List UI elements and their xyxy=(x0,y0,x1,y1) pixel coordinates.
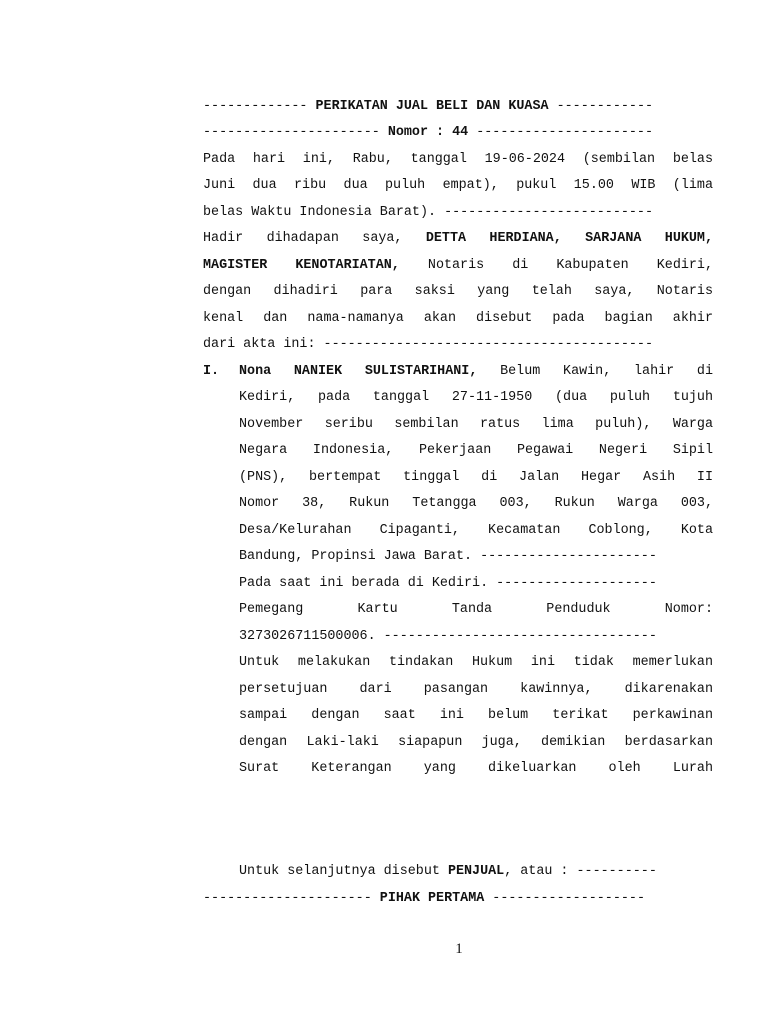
party-line-13: persetujuan dari pasangan kawinnya, dikarenakan xyxy=(239,682,713,697)
party-line-15: dengan Laki-laki siapapun juga, demikian berdasarkan xyxy=(239,735,713,750)
dash-rule: ------------ xyxy=(548,99,654,114)
party-line-14: sampai dengan saat ini belum terikat perkawinan xyxy=(239,708,713,723)
opening-line-1: Pada hari ini, Rabu, tanggal 19-06-2024 (sembilan belas xyxy=(203,152,713,167)
party-line-6: Nomor 38, Rukun Tetangga 003, Rukun Warga 003, xyxy=(239,496,713,511)
dash-rule: ---------------------- xyxy=(203,125,388,140)
appearance-line-4: kenal dan nama-namanya akan disebut pada bagian akhir xyxy=(203,311,713,326)
party-line-9: Pada saat ini berada di Kediri. -------------------- xyxy=(239,576,657,591)
deed-number: Nomor : 44 xyxy=(387,125,469,140)
notary-title: MAGISTER KENOTARIATAN, xyxy=(203,258,400,273)
deed-number-line xyxy=(203,123,713,143)
document-title-line xyxy=(203,97,713,117)
dash-rule: ------------------- xyxy=(484,891,645,906)
role-first-party: PIHAK PERTAMA xyxy=(379,891,485,906)
page-number: 1 xyxy=(455,941,463,957)
closing-line-2 xyxy=(203,889,713,909)
closing-line-1: Untuk selanjutnya disebut PENJUAL, atau : ---------- xyxy=(239,864,657,879)
dash-rule: --------------------- xyxy=(203,891,380,906)
party-name: Nona NANIEK SULISTARIHANI, xyxy=(239,364,478,379)
appearance-line-2: MAGISTER KENOTARIATAN, Notaris di Kabupaten Kediri, xyxy=(203,258,713,273)
party-numeral: I. xyxy=(203,364,220,379)
appearance-line-1: Hadir dihadapan saya, DETTA HERDIANA, SARJANA HUKUM, xyxy=(203,231,713,246)
dash-rule: ------------- xyxy=(203,99,316,114)
appearance-line-3: dengan dihadiri para saksi yang telah saya, Notaris xyxy=(203,284,713,299)
opening-line-3: belas Waktu Indonesia Barat). -------------------------- xyxy=(203,205,653,220)
dash-rule: ---------------------- xyxy=(468,125,654,140)
party-line-16: Surat Keterangan yang dikeluarkan oleh Lurah xyxy=(239,761,713,776)
party-line-8: Bandung, Propinsi Jawa Barat. ---------------------- xyxy=(239,549,657,564)
party-line-11: 3273026711500006. ---------------------------------- xyxy=(239,629,657,644)
opening-line-2: Juni dua ribu dua puluh empat), pukul 15.00 WIB (lima xyxy=(203,178,713,193)
party-line-10: Pemegang Kartu Tanda Penduduk Nomor: xyxy=(239,602,713,617)
party-line-1: Nona NANIEK SULISTARIHANI, Belum Kawin, lahir di xyxy=(239,364,713,379)
party-line-7: Desa/Kelurahan Cipaganti, Kecamatan Coblong, Kota xyxy=(239,523,713,538)
notary-name: DETTA HERDIANA, SARJANA HUKUM, xyxy=(425,231,713,246)
party-line-4: Negara Indonesia, Pekerjaan Pegawai Negeri Sipil xyxy=(239,443,713,458)
document-title: PERIKATAN JUAL BELI DAN KUASA xyxy=(315,99,549,114)
party-line-12: Untuk melakukan tindakan Hukum ini tidak memerlukan xyxy=(239,655,713,670)
appearance-line-5: dari akta ini: ----------------------------------------- xyxy=(203,337,653,352)
party-line-5: (PNS), bertempat tinggal di Jalan Hegar Asih II xyxy=(239,470,713,485)
party-line-3: November seribu sembilan ratus lima puluh), Warga xyxy=(239,417,713,432)
party-line-2: Kediri, pada tanggal 27-11-1950 (dua puluh tujuh xyxy=(239,390,713,405)
role-seller: PENJUAL xyxy=(447,864,505,879)
